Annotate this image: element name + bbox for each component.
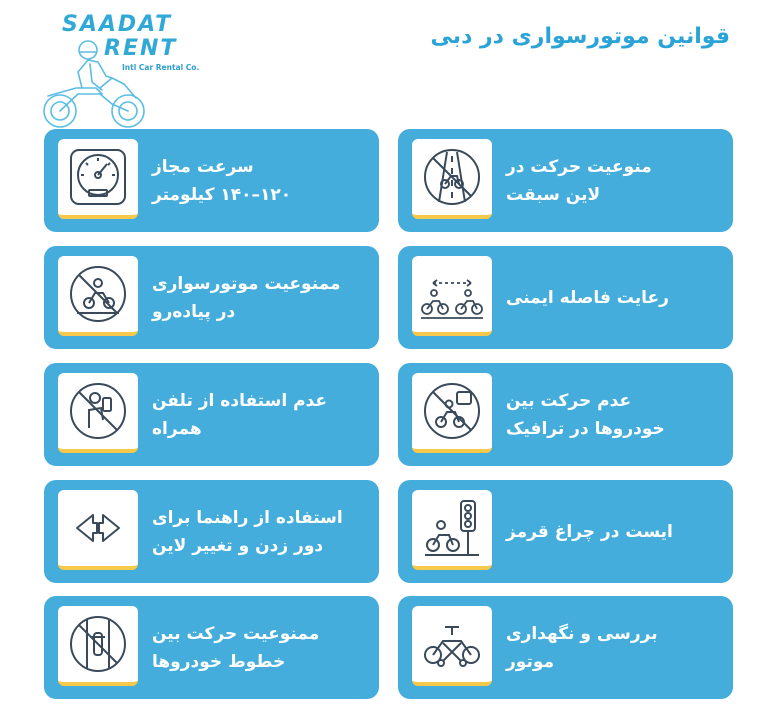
- icon-frame: [412, 139, 492, 219]
- rule-line-2: همراه: [152, 418, 202, 439]
- rule-text: [506, 596, 713, 699]
- no-overtaking-lane-icon: [421, 146, 483, 208]
- rule-line-2: ۱۲۰–۱۴۰ کیلومتر: [152, 184, 292, 205]
- rule-card-speed-limit: [44, 129, 379, 232]
- rule-line-1: بررسی و نگهداری: [506, 623, 658, 644]
- page-title: قوانین موتورسواری در دبی: [430, 24, 730, 49]
- no-riding-between-lanes-icon: [67, 613, 129, 675]
- no-phone-icon: [67, 380, 129, 442]
- rule-text: [152, 129, 359, 232]
- no-sidewalk-riding-icon: [67, 263, 129, 325]
- rule-card-no-phone: [44, 363, 379, 466]
- rule-line-2: خودروها در ترافیک: [506, 418, 665, 439]
- logo-line-2: RENT: [104, 36, 178, 61]
- rule-card-maintenance: [398, 596, 733, 699]
- rule-card-safe-distance: [398, 246, 733, 349]
- rule-line-2: در پیاده‌رو: [152, 301, 236, 322]
- rule-card-red-light: [398, 480, 733, 583]
- icon-frame: [58, 256, 138, 336]
- rule-line-2: خطوط خودروها: [152, 651, 286, 672]
- rule-line-1: ایست در چراغ قرمز: [506, 521, 673, 542]
- icon-frame: [412, 256, 492, 336]
- rule-text: [152, 480, 359, 583]
- rule-text: [506, 246, 713, 349]
- no-lane-splitting-icon: [421, 380, 483, 442]
- rule-text: [506, 129, 713, 232]
- rule-card-overtaking-lane: [398, 129, 733, 232]
- rule-line-1: سرعت مجاز: [152, 156, 254, 177]
- rule-text: [506, 363, 713, 466]
- motorcycle-maintenance-icon: [421, 613, 483, 675]
- icon-frame: [58, 490, 138, 570]
- icon-frame: [58, 139, 138, 219]
- rule-line-1: عدم استفاده از تلفن: [152, 390, 327, 411]
- rule-text: [152, 596, 359, 699]
- rule-card-turn-signal: [44, 480, 379, 583]
- rule-card-no-lane-splitting: [398, 363, 733, 466]
- rule-line-1: ممنوعیت موتورسواری: [152, 273, 341, 294]
- rule-line-1: منوعیت حرکت در: [506, 156, 652, 177]
- icon-frame: [412, 606, 492, 686]
- rule-text: [506, 480, 713, 583]
- rule-line-2: لاین سبقت: [506, 184, 601, 205]
- icon-frame: [58, 606, 138, 686]
- rule-line-2: موتور: [506, 651, 555, 672]
- icon-frame: [412, 373, 492, 453]
- speedometer-icon: [67, 146, 129, 208]
- rule-card-no-between-lanes: [44, 596, 379, 699]
- rule-line-2: دور زدن و تغییر لاین: [152, 535, 324, 556]
- traffic-light-icon: [421, 497, 483, 559]
- rule-line-1: عدم حرکت بین: [506, 390, 632, 411]
- icon-frame: [58, 373, 138, 453]
- rule-card-no-sidewalk: [44, 246, 379, 349]
- rule-line-1: استفاده از راهنما برای: [152, 507, 343, 528]
- logo-line-1: SAADAT: [62, 12, 173, 37]
- rule-line-1: رعایت فاصله ایمنی: [506, 287, 669, 308]
- rule-line-1: ممنوعیت حرکت بین: [152, 623, 320, 644]
- rule-text: [152, 363, 359, 466]
- turn-signal-icon: [67, 497, 129, 559]
- icon-frame: [412, 490, 492, 570]
- rule-text: [152, 246, 359, 349]
- safe-distance-icon: [419, 263, 485, 325]
- logo-tagline: Intl Car Rental Co.: [122, 63, 200, 72]
